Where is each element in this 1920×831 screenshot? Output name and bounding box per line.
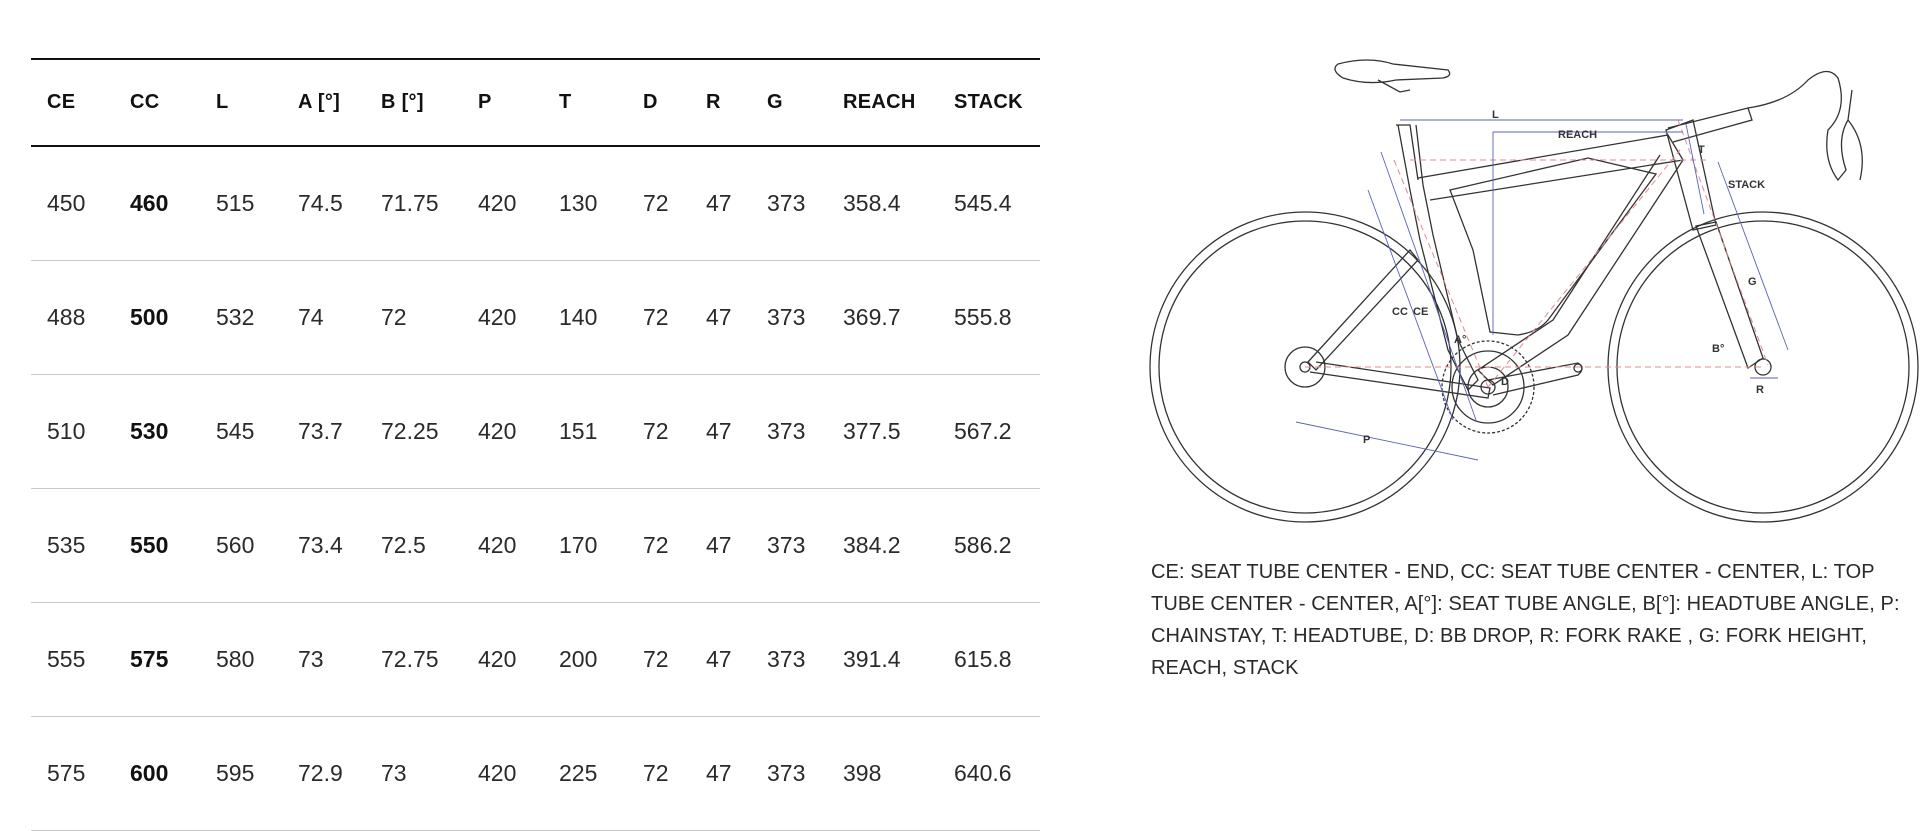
column-header: REACH bbox=[827, 59, 938, 146]
pedal-axle bbox=[1574, 364, 1582, 372]
frame-window bbox=[1450, 158, 1656, 335]
table-cell: 200 bbox=[543, 603, 627, 717]
table-cell: 377.5 bbox=[827, 375, 938, 489]
table-cell: 73 bbox=[282, 603, 365, 717]
table-cell: 640.6 bbox=[938, 717, 1040, 831]
table-cell: 398 bbox=[827, 717, 938, 831]
table-cell: 72 bbox=[627, 146, 690, 261]
shifter-lever bbox=[1848, 120, 1862, 180]
table-cell: 532 bbox=[200, 261, 282, 375]
table-cell: 72.25 bbox=[365, 375, 462, 489]
t-dimension bbox=[1686, 124, 1704, 214]
table-cell: 575 bbox=[31, 717, 114, 831]
table-cell: 140 bbox=[543, 261, 627, 375]
table-cell: 488 bbox=[31, 261, 114, 375]
geometry-table bbox=[31, 58, 1040, 831]
table-cell: 72 bbox=[627, 489, 690, 603]
table-cell: 369.7 bbox=[827, 261, 938, 375]
table-cell: 420 bbox=[462, 489, 543, 603]
table-cell: 73.7 bbox=[282, 375, 365, 489]
fork bbox=[1696, 222, 1763, 368]
table-cell: 391.4 bbox=[827, 603, 938, 717]
table-cell: 500 bbox=[114, 261, 200, 375]
table-cell: 72 bbox=[365, 261, 462, 375]
table-cell: 47 bbox=[690, 146, 751, 261]
table-cell: 72 bbox=[627, 717, 690, 831]
column-header: T bbox=[543, 59, 627, 146]
handlebar bbox=[1748, 71, 1852, 180]
front-wheel-outer bbox=[1608, 212, 1918, 522]
column-header: D bbox=[627, 59, 690, 146]
table-cell: 600 bbox=[114, 717, 200, 831]
table-cell: 73 bbox=[365, 717, 462, 831]
table-row bbox=[31, 489, 1040, 603]
table-cell: 151 bbox=[543, 375, 627, 489]
table-cell: 72 bbox=[627, 375, 690, 489]
column-header: R bbox=[690, 59, 751, 146]
table-cell: 47 bbox=[690, 375, 751, 489]
label-g: G bbox=[1748, 276, 1757, 288]
table-cell: 74 bbox=[282, 261, 365, 375]
table-row bbox=[31, 146, 1040, 261]
ce-dimension bbox=[1381, 152, 1476, 420]
table-cell: 225 bbox=[543, 717, 627, 831]
down-axis-line bbox=[1488, 150, 1680, 387]
table-cell: 130 bbox=[543, 146, 627, 261]
stem bbox=[1668, 108, 1752, 142]
saddle bbox=[1335, 60, 1450, 83]
label-r: R bbox=[1756, 384, 1764, 396]
label-a: A° bbox=[1454, 334, 1467, 346]
table-cell: 47 bbox=[690, 717, 751, 831]
geometry-legend: CE: SEAT TUBE CENTER - END, CC: SEAT TUBE CENTER - CENTER, L: TOP TUBE CENTER - CENTER, A[°]: SEAT TUBE ANGLE, B[°]: HEADTUBE ANGLE, P: CHAINSTAY, T: HEADTUBE, D: BB DROP, R: FORK RAKE , G: FORK HEIGHT, REACH, STACK bbox=[1151, 561, 1900, 679]
column-header: B [°] bbox=[365, 59, 462, 146]
table-cell: 47 bbox=[690, 603, 751, 717]
table-cell: 170 bbox=[543, 489, 627, 603]
table-cell: 71.75 bbox=[365, 146, 462, 261]
table-cell: 384.2 bbox=[827, 489, 938, 603]
table-cell: 535 bbox=[31, 489, 114, 603]
table-cell: 420 bbox=[462, 603, 543, 717]
table-cell: 420 bbox=[462, 375, 543, 489]
table-cell: 575 bbox=[114, 603, 200, 717]
table-cell: 510 bbox=[31, 375, 114, 489]
table-cell: 545 bbox=[200, 375, 282, 489]
table-body bbox=[31, 146, 1040, 831]
table-row bbox=[31, 375, 1040, 489]
table-cell: 373 bbox=[751, 146, 827, 261]
p-dimension bbox=[1296, 422, 1478, 460]
table-cell: 530 bbox=[114, 375, 200, 489]
table-cell: 450 bbox=[31, 146, 114, 261]
column-header: P bbox=[462, 59, 543, 146]
table-cell: 358.4 bbox=[827, 146, 938, 261]
table-header bbox=[31, 59, 1040, 146]
table-cell: 373 bbox=[751, 375, 827, 489]
table-cell: 373 bbox=[751, 717, 827, 831]
label-p: P bbox=[1363, 434, 1371, 446]
table-cell: 555 bbox=[31, 603, 114, 717]
bike-geometry-diagram bbox=[1148, 50, 1920, 532]
label-d: D bbox=[1501, 376, 1509, 388]
column-header: CC bbox=[114, 59, 200, 146]
bike-drawing bbox=[1148, 50, 1920, 532]
column-header: G bbox=[751, 59, 827, 146]
label-l: L bbox=[1492, 109, 1499, 121]
table-cell: 373 bbox=[751, 261, 827, 375]
label-ce: CE bbox=[1413, 306, 1429, 318]
table-row bbox=[31, 717, 1040, 831]
label-t: T bbox=[1698, 144, 1705, 156]
table-cell: 515 bbox=[200, 146, 282, 261]
table-cell: 420 bbox=[462, 261, 543, 375]
column-header: STACK bbox=[938, 59, 1040, 146]
label-cc: CC bbox=[1392, 306, 1408, 318]
column-header: L bbox=[200, 59, 282, 146]
table-cell: 72 bbox=[627, 261, 690, 375]
table-cell: 567.2 bbox=[938, 375, 1040, 489]
table-cell: 47 bbox=[690, 489, 751, 603]
table-cell: 47 bbox=[690, 261, 751, 375]
table-cell: 560 bbox=[200, 489, 282, 603]
table-cell: 373 bbox=[751, 489, 827, 603]
table-cell: 72.75 bbox=[365, 603, 462, 717]
table-cell: 72.5 bbox=[365, 489, 462, 603]
table-cell: 555.8 bbox=[938, 261, 1040, 375]
column-header: A [°] bbox=[282, 59, 365, 146]
label-reach: REACH bbox=[1558, 129, 1598, 141]
header-row bbox=[31, 59, 1040, 146]
column-header: CE bbox=[31, 59, 114, 146]
label-stack: STACK bbox=[1728, 179, 1766, 191]
table-cell: 586.2 bbox=[938, 489, 1040, 603]
table-row bbox=[31, 261, 1040, 375]
table-cell: 545.4 bbox=[938, 146, 1040, 261]
table-row bbox=[31, 603, 1040, 717]
table-cell: 74.5 bbox=[282, 146, 365, 261]
down-tube bbox=[1478, 155, 1683, 385]
geometry-table-container bbox=[31, 58, 1040, 831]
table-cell: 420 bbox=[462, 717, 543, 831]
table-cell: 460 bbox=[114, 146, 200, 261]
table-cell: 72 bbox=[627, 603, 690, 717]
table-cell: 73.4 bbox=[282, 489, 365, 603]
table-cell: 373 bbox=[751, 603, 827, 717]
fork-axis-line bbox=[1678, 120, 1768, 365]
table-cell: 420 bbox=[462, 146, 543, 261]
seat-axis-line bbox=[1394, 160, 1488, 387]
seat-tube bbox=[1398, 125, 1478, 390]
table-cell: 580 bbox=[200, 603, 282, 717]
table-cell: 615.8 bbox=[938, 603, 1040, 717]
label-b: B° bbox=[1712, 343, 1725, 355]
table-cell: 595 bbox=[200, 717, 282, 831]
table-cell: 72.9 bbox=[282, 717, 365, 831]
cc-dimension bbox=[1368, 190, 1453, 420]
table-cell: 550 bbox=[114, 489, 200, 603]
